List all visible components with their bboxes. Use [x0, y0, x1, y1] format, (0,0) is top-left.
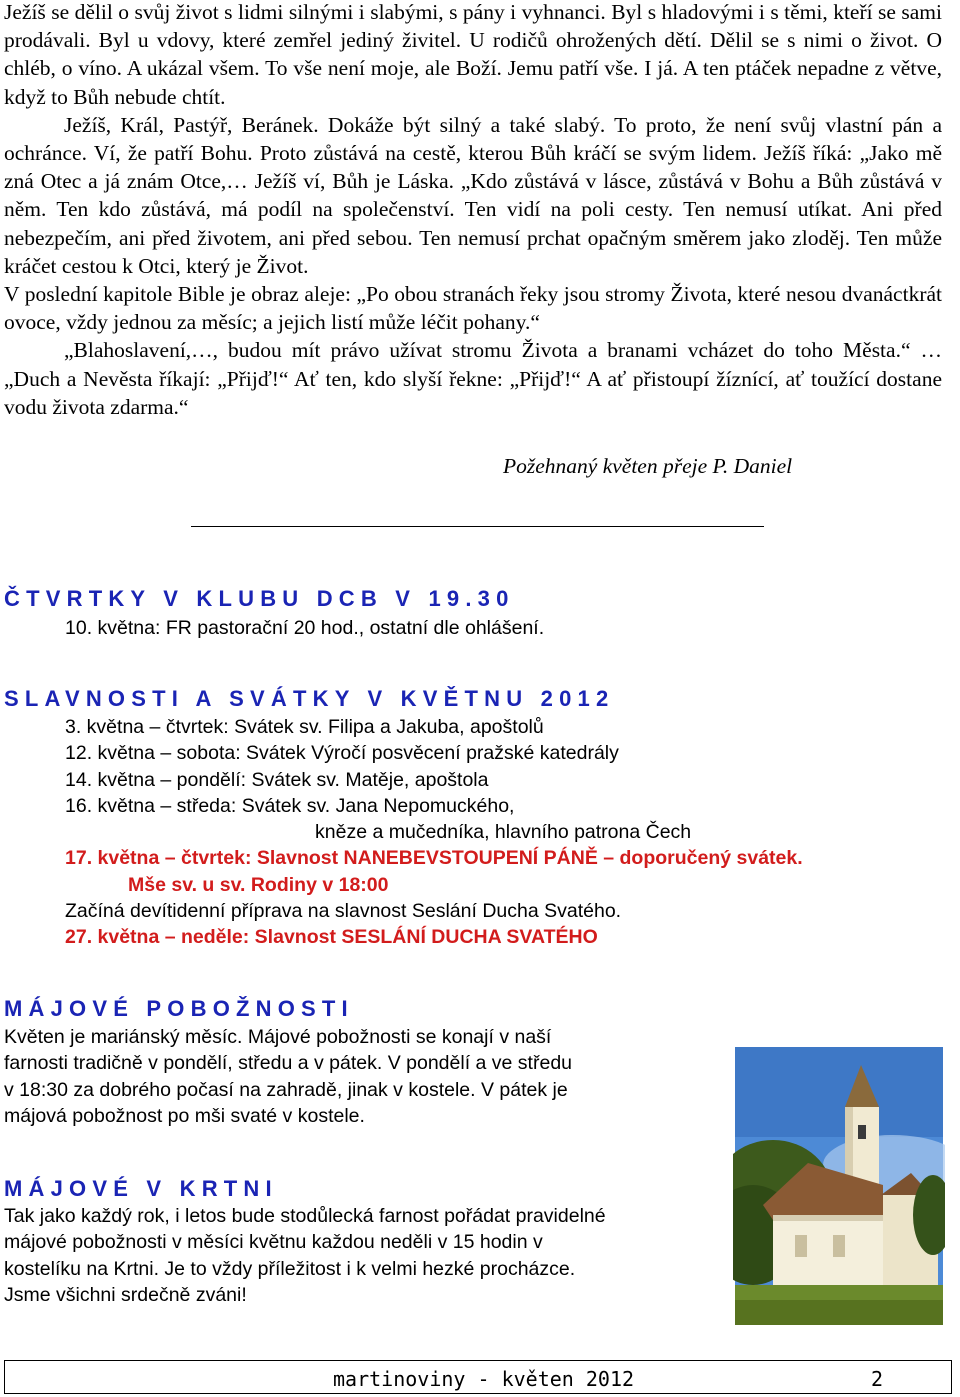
text-line: májové pobožnosti v měsíci květnu každou neděli v 15 hodin v	[4, 1231, 543, 1254]
feasts-heading: SLAVNOSTI A SVÁTKY V KVĚTNU 2012	[4, 686, 615, 711]
krtni-heading: MÁJOVÉ V KRTNI	[4, 1176, 278, 1201]
feast-item-continuation: kněze a mučedníka, hlavního patrona Čech	[315, 821, 692, 844]
paragraph: V poslední kapitole Bible je obraz aleje: „Po obou stranách řeky jsou stromy Života, které nesou dvanáctkrát ovoce, vždy jednou za měsíc; a jejich listí může léčit pohany.“	[4, 282, 942, 335]
may-devotions-text	[4, 1024, 572, 1129]
text-line: Tak jako každý rok, i letos bude stodůlecká farnost pořádat pravidelné	[4, 1205, 606, 1227]
text-line: májová pobožnost po mši svaté v kostele.	[4, 1104, 365, 1127]
page-footer	[4, 1360, 952, 1394]
divider	[191, 526, 764, 527]
feast-item-highlight: 27. května – neděle: Slavnost SESLÁNÍ DUCHA SVATÉHO	[65, 926, 598, 949]
thursdays-line: 10. května: FR pastorační 20 hod., ostatní dle ohlášení.	[65, 617, 545, 639]
text-line: farnosti tradičně v pondělí, středu a v pátek. V pondělí a ve středu	[4, 1052, 573, 1075]
paragraph: Ježíš se dělil o svůj život s lidmi silnými i slabými, s pány i vyhnanci. Byl s hladovými i s těmi, kteří se sami prodávali. Byl u vdovy, které zemřel jediný živitel. U rodičů ohrožených dětí. Dělil se s nimi o život. O chléb, o víno. A ukázal všem. To vše není moje, ale Boží. Jemu patří vše. I já. A ten ptáček nepadne z větve, když to Bůh nebude chtít.	[4, 0, 942, 109]
feast-item-highlight: Mše sv. u sv. Rodiny v 18:00	[128, 873, 389, 896]
thursdays-heading: ČTVRTKY V KLUBU DCB V 19.30	[4, 586, 515, 611]
krtni-text	[4, 1203, 606, 1308]
feast-note: Začíná devítidenní příprava na slavnost Seslání Ducha Svatého.	[65, 900, 622, 923]
paragraph: „Blahoslavení,…, budou mít právo užívat stromu Života a branami vcházet do toho Města.“ … „Duch a Nevěsta říkají: „Přijď!“ Ať ten, kdo slyší řekne: „Přijď!“ A ať přistoupí žíznící, ať toužící dostane vodu života zdarma.“	[4, 338, 942, 419]
text-line: Jsme všichni srdečně zváni!	[4, 1283, 247, 1306]
feast-item-highlight: 17. května – čtvrtek: Slavnost NANEBEVSTOUPENÍ PÁNĚ – doporučený svátek.	[65, 847, 803, 870]
text-line: v 18:30 za dobrého počasí na zahradě, jinak v kostele. V pátek je	[4, 1078, 568, 1101]
paragraph: Ježíš, Král, Pastýř, Beránek. Dokáže být silný a také slabý. To proto, že není svůj vlastní pán a ochránce. Ví, že patří Bohu. Proto zůstává na cestě, kterou Bůh kráčí se svým lidem. Ježíš říká: „Jako mě zná Otec a já znám Otce,… Ježíš ví, Bůh je Láska. „Kdo zůstává v lásce, zůstává v Bohu a Bůh zůstává v něm. Ten kdo zůstává, má podíl na společenství. Ten vidí na poli cesty. Ten nemusí utíkat. Ani před nebezpečím, ani před životem, ani před sebou. Ten nemusí prchat opačným směrem jako zloděj. Ten může kráčet cestou k Otci, který je Život.	[4, 112, 942, 278]
may-devotions-heading: MÁJOVÉ POBOŽNOSTI	[4, 996, 354, 1021]
reflection-text	[4, 0, 942, 421]
feast-item: 3. května – čtvrtek: Svátek sv. Filipa a Jakuba, apoštolů	[65, 716, 544, 738]
feast-item: 16. května – středa: Svátek sv. Jana Nepomuckého,	[65, 794, 515, 817]
feast-item: 12. května – sobota: Svátek Výročí posvěcení pražské katedrály	[65, 742, 619, 765]
church-photo	[733, 1045, 945, 1327]
newsletter-title: martinoviny - květen 2012	[333, 1367, 635, 1391]
signature: Požehnaný květen přeje P. Daniel	[503, 454, 793, 478]
feast-item: 14. května – pondělí: Svátek sv. Matěje, apoštola	[65, 768, 489, 791]
page-number: 2	[871, 1367, 884, 1391]
text-line: Květen je mariánský měsíc. Májové pobožnosti se konají v naší	[4, 1026, 552, 1048]
feasts-list	[65, 714, 803, 951]
text-line: kostelíku na Krtni. Je to vždy příležitost i k velmi hezké procházce.	[4, 1257, 576, 1280]
thursdays-section	[65, 615, 544, 641]
church-illustration	[733, 1045, 945, 1327]
